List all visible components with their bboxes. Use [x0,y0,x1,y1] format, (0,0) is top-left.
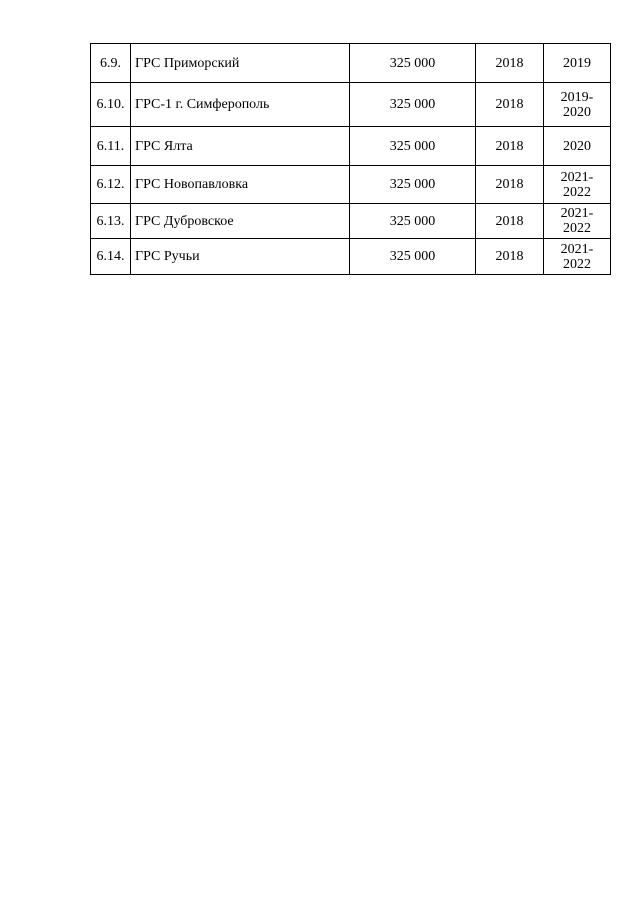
start-year: 2018 [476,239,544,275]
row-number: 6.9. [91,44,131,83]
completion-term: 2020 [544,127,611,166]
table-row [91,127,611,166]
start-year: 2018 [476,204,544,239]
row-number: 6.11. [91,127,131,166]
row-number: 6.13. [91,204,131,239]
table-row [91,204,611,239]
table-row [91,83,611,127]
cost-value: 325 000 [350,166,476,204]
row-number: 6.14. [91,239,131,275]
completion-term: 2021- 2022 [544,166,611,204]
completion-term: 2019- 2020 [544,83,611,127]
cost-value: 325 000 [350,83,476,127]
station-name: ГРС Ручьи [131,239,350,275]
station-name: ГРС Ялта [131,127,350,166]
start-year: 2018 [476,127,544,166]
completion-term: 2021- 2022 [544,204,611,239]
cost-value: 325 000 [350,239,476,275]
completion-term: 2021- 2022 [544,239,611,275]
station-name: ГРС Приморский [131,44,350,83]
cost-value: 325 000 [350,127,476,166]
station-name: ГРС Новопавловка [131,166,350,204]
start-year: 2018 [476,44,544,83]
table-row [91,239,611,275]
start-year: 2018 [476,166,544,204]
completion-term: 2019 [544,44,611,83]
station-name: ГРС Дубровское [131,204,350,239]
gas-station-table [90,43,611,275]
cost-value: 325 000 [350,44,476,83]
table-row [91,44,611,83]
station-name: ГРС-1 г. Симферополь [131,83,350,127]
table-row [91,166,611,204]
start-year: 2018 [476,83,544,127]
cost-value: 325 000 [350,204,476,239]
row-number: 6.12. [91,166,131,204]
row-number: 6.10. [91,83,131,127]
